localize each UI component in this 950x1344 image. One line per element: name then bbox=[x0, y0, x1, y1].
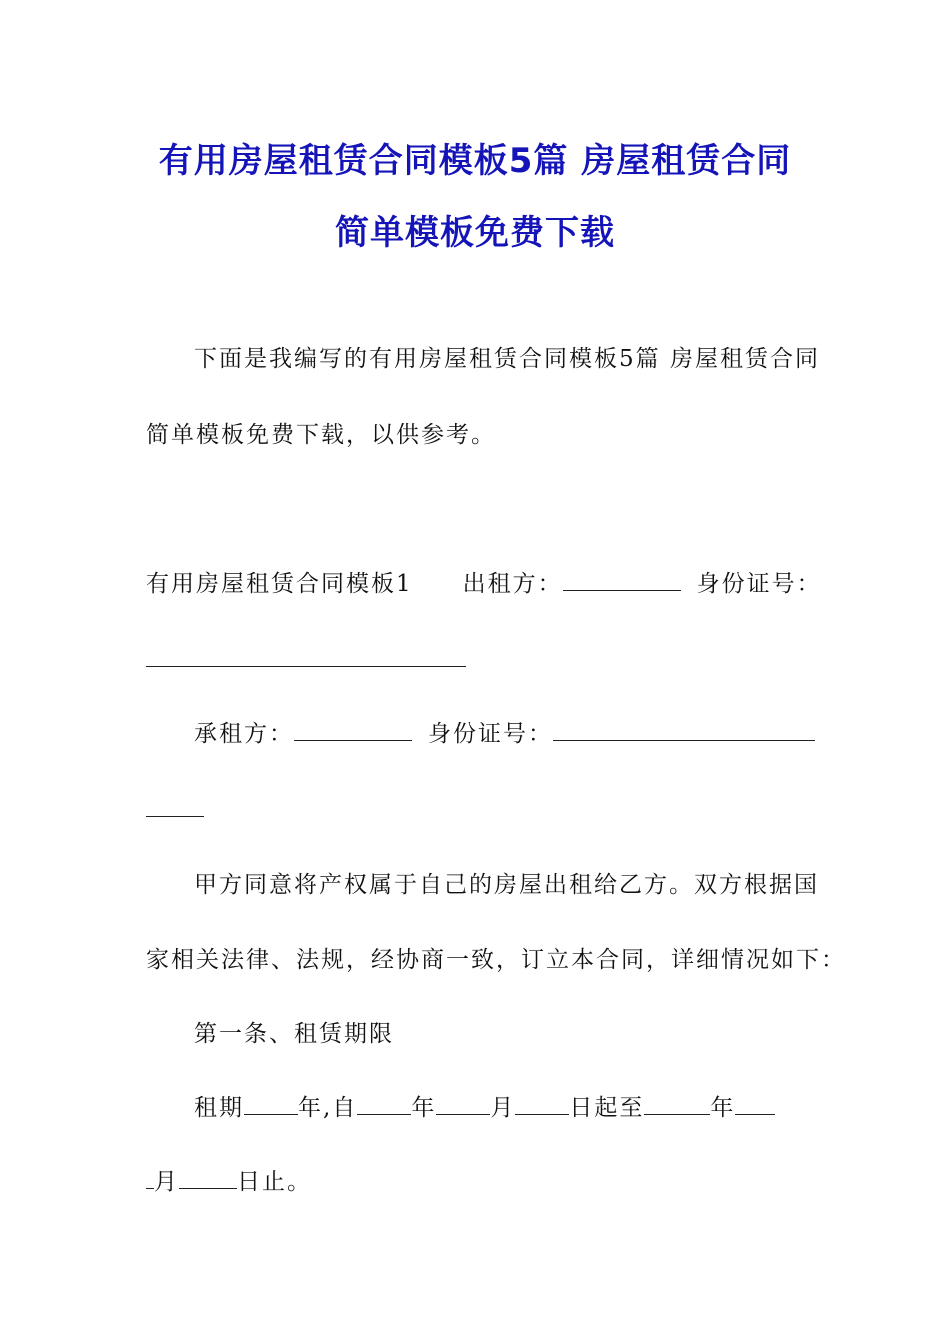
intro-line-1: 下面是我编写的有用房屋租赁合同模板5篇 房屋租赁合同 bbox=[194, 346, 820, 372]
start-day-blank bbox=[515, 1094, 569, 1115]
id-number-blank-2 bbox=[553, 720, 815, 741]
end-month-blank-continued bbox=[146, 1168, 154, 1189]
intro-line-2: 简单模板免费下载，以供参考。 bbox=[146, 422, 496, 448]
end-year-blank bbox=[644, 1094, 710, 1115]
term-text-month: 月 bbox=[490, 1095, 516, 1121]
document-title-line-1: 有用房屋租赁合同模板5篇 房屋租赁合同 bbox=[158, 141, 792, 181]
term-text-year-from: 年,自 bbox=[298, 1095, 358, 1121]
lessee-name-blank bbox=[294, 720, 412, 741]
term-text-end-year: 年 bbox=[710, 1095, 736, 1121]
article-1-title: 第一条、租赁期限 bbox=[194, 1021, 394, 1047]
agreement-line-1: 甲方同意将产权属于自己的房屋出租给乙方。双方根据国 bbox=[194, 872, 819, 898]
id-number-blank-1 bbox=[146, 666, 466, 667]
lessor-label: 出租方： bbox=[462, 571, 563, 597]
id-number-blank-2-continued bbox=[146, 816, 204, 817]
start-year-blank bbox=[357, 1094, 411, 1115]
id-number-label-1: 身份证号： bbox=[696, 571, 822, 597]
document-title-line-2: 简单模板免费下载 bbox=[335, 213, 615, 253]
lessee-line bbox=[194, 719, 815, 749]
agreement-line-2: 家相关法律、法规，经协商一致，订立本合同，详细情况如下： bbox=[146, 947, 846, 973]
contract-heading: 有用房屋租赁合同模板1 bbox=[146, 571, 413, 597]
lease-term-line-2 bbox=[146, 1167, 312, 1197]
lessee-label: 承租方： bbox=[194, 721, 294, 747]
term-text-day-until: 日起至 bbox=[569, 1095, 645, 1121]
term-text-end-month: 月 bbox=[154, 1169, 179, 1195]
id-number-label-2: 身份证号： bbox=[428, 721, 553, 747]
lessor-name-blank bbox=[563, 570, 681, 591]
term-text-lease: 租期 bbox=[194, 1095, 244, 1121]
lease-years-blank bbox=[244, 1094, 298, 1115]
start-month-blank bbox=[436, 1094, 490, 1115]
contract-header-line bbox=[146, 569, 822, 599]
lease-term-line-1 bbox=[194, 1093, 775, 1123]
end-day-blank bbox=[179, 1168, 237, 1189]
term-text-end-day: 日止。 bbox=[237, 1169, 312, 1195]
term-text-year: 年 bbox=[411, 1095, 437, 1121]
end-month-blank bbox=[735, 1094, 775, 1115]
